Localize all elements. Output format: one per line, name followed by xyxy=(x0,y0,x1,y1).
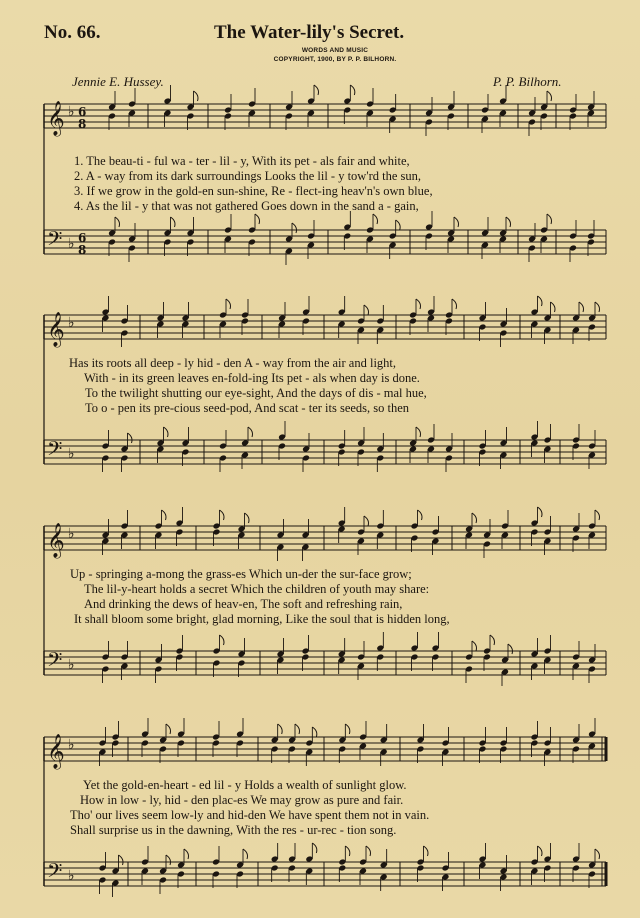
lyric-line: 4. As the lil - y that was not gathered Goes down in the sand a - gain, xyxy=(74,199,419,213)
note-flag xyxy=(278,724,283,734)
hymn-title: The Water-lily's Secret. xyxy=(214,22,405,43)
flat-sign: ♭ xyxy=(68,526,75,542)
flat-sign: ♭ xyxy=(68,104,75,120)
note-flag xyxy=(595,510,600,520)
treble-clef: 𝄞 xyxy=(47,312,65,347)
note-flag xyxy=(194,91,199,101)
note-flag xyxy=(292,223,297,233)
lyric-line: Yet the gold-en-heart - ed lil - y Holds a wealth of sunlight glow. xyxy=(83,778,407,792)
note-flag xyxy=(452,299,457,309)
note-flag xyxy=(538,507,543,517)
note-flag xyxy=(162,510,167,520)
note-flag xyxy=(506,217,511,227)
note-flag xyxy=(364,516,369,526)
note-flag xyxy=(373,214,378,224)
treble-clef: 𝄞 xyxy=(47,523,65,558)
lyric-line: 1. The beau-ti - ful wa - ter - lil - y, With its pet - als fair and white, xyxy=(74,154,410,168)
lyric-line: How in low - ly, hid - den plac-es We may grow as pure and fair. xyxy=(80,793,404,807)
treble-clef: 𝄞 xyxy=(47,101,65,136)
lyric-line: Tho' our lives seem low-ly and hid-den We have spent them not in vain. xyxy=(70,808,430,822)
note-flag xyxy=(312,727,317,737)
flat-sign: ♭ xyxy=(68,657,75,673)
note-flag xyxy=(547,214,552,224)
lyric-line: And drinking the dews of heav-en, The soft and refreshing rain, xyxy=(84,597,403,611)
note-flag xyxy=(243,849,248,859)
note-flag xyxy=(166,855,171,865)
note-flag xyxy=(345,846,350,856)
note-flag xyxy=(119,855,124,865)
lyric-line: To o - pen its pre-cious seed-pod, And scat - ter its seeds, so then xyxy=(85,401,410,415)
time-signature-bottom: 8 xyxy=(78,117,87,131)
time-signature-top: 6 xyxy=(78,105,87,119)
note-flag xyxy=(255,214,260,224)
composer: P. P. Bilhorn. xyxy=(493,74,562,89)
bass-clef: 𝄢 xyxy=(47,437,63,465)
note-flag xyxy=(551,302,556,312)
note-flag xyxy=(345,724,350,734)
lyric-line: Shall surprise us in the dawning, With the res - ur-rec - tion song. xyxy=(70,823,397,837)
note-flag xyxy=(454,217,459,227)
lyric-line: 2. A - way from its dark surroundings Looks the lil - y tow'rd the sun, xyxy=(74,169,422,183)
note-flag xyxy=(424,846,429,856)
credit-line-2: COPYRIGHT, 1900, BY P. P. BILHORN. xyxy=(273,56,397,63)
note-flag xyxy=(220,635,225,645)
note-flag xyxy=(128,433,133,443)
note-flag xyxy=(226,299,231,309)
note-flag xyxy=(508,644,513,654)
lyricist: Jennie E. Hussey. xyxy=(72,74,164,89)
note-flag xyxy=(220,510,225,520)
note-flag xyxy=(171,217,176,227)
note-flag xyxy=(396,220,401,230)
flat-sign: ♭ xyxy=(68,868,75,884)
note-flag xyxy=(115,217,120,227)
bass-clef: 𝄢 xyxy=(47,648,63,676)
note-flag xyxy=(366,846,371,856)
note-flag xyxy=(245,513,250,523)
note-flag xyxy=(547,91,552,101)
lyric-line: Up - springing a-mong the grass-es Which un-der the sur-face grow; xyxy=(70,567,412,581)
lyric-line: 3. If we grow in the gold-en sun-shine, Re - flect-ing heav'n's own blue, xyxy=(74,184,433,198)
flat-sign: ♭ xyxy=(68,315,75,331)
note-flag xyxy=(418,510,423,520)
note-flag xyxy=(248,427,253,437)
note-flag xyxy=(472,513,477,523)
hymn-number: No. 66. xyxy=(44,22,101,43)
time-signature-top: 6 xyxy=(78,231,87,245)
note-flag xyxy=(166,724,171,734)
bass-clef: 𝄢 xyxy=(47,227,63,255)
note-flag xyxy=(164,427,169,437)
note-flag xyxy=(490,635,495,645)
note-flag xyxy=(538,296,543,306)
lyric-line: With - in its green leaves en-fold-ing Its pet - als when day is done. xyxy=(84,371,420,385)
time-signature-bottom: 8 xyxy=(78,243,87,257)
treble-clef: 𝄞 xyxy=(47,734,65,769)
lyric-line: It shall bloom some bright, glad morning, Like the soul that is hidden long, xyxy=(74,612,450,626)
note-flag xyxy=(538,846,543,856)
note-flag xyxy=(350,85,355,95)
lyric-line: The lil-y-heart holds a secret Which the children of youth may share: xyxy=(84,582,430,596)
note-flag xyxy=(595,302,600,312)
bass-clef: 𝄢 xyxy=(47,859,63,887)
note-flag xyxy=(595,849,600,859)
lyric-line: To the twilight shutting our eye-sight, And the days of dis - mal hue, xyxy=(85,386,427,400)
note-flag xyxy=(472,641,477,651)
lyric-line: Has its roots all deep - ly hid - den A - way from the air and light, xyxy=(69,356,397,370)
flat-sign: ♭ xyxy=(68,446,75,462)
note-flag xyxy=(364,305,369,315)
note-flag xyxy=(416,427,421,437)
note-flag xyxy=(312,843,317,853)
note-flag xyxy=(295,724,300,734)
flat-sign: ♭ xyxy=(68,236,75,252)
note-flag xyxy=(579,302,584,312)
credit-line-1: WORDS AND MUSIC xyxy=(301,47,369,54)
flat-sign: ♭ xyxy=(68,737,75,753)
note-flag xyxy=(416,299,421,309)
note-flag xyxy=(184,849,189,859)
note-flag xyxy=(314,85,319,95)
